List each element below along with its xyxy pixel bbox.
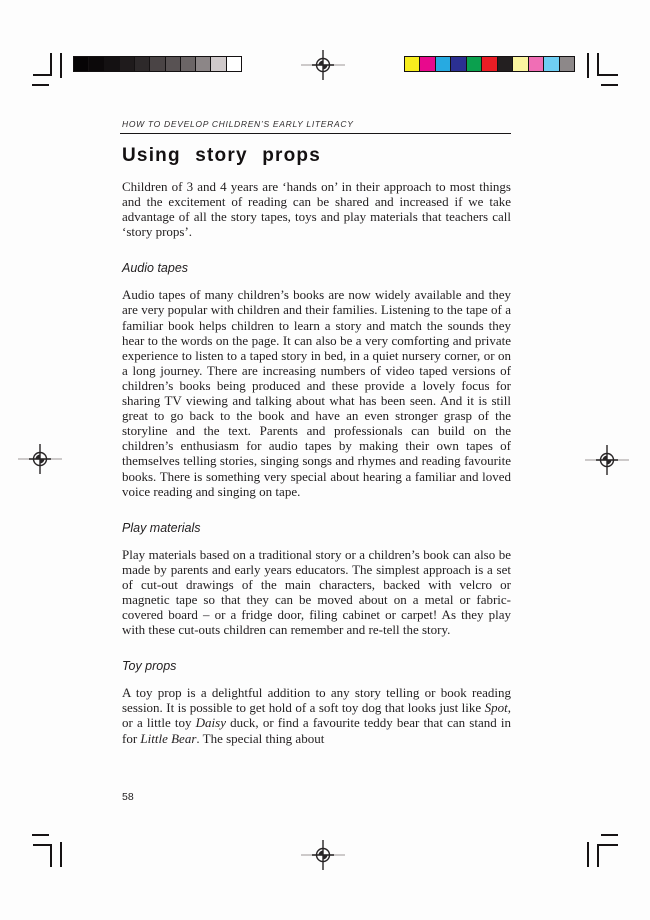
book-title-spot: Spot [484,700,508,716]
crop-mark [601,84,618,86]
registration-target-icon [301,47,345,83]
color-swatch [105,57,119,71]
color-swatch [513,57,527,71]
book-title-daisy: Daisy [195,715,226,731]
crop-mark [32,84,49,86]
color-swatch [227,57,241,71]
color-swatch [451,57,465,71]
running-head: HOW TO DEVELOP CHILDREN’S EARLY LITERACY [122,119,354,129]
grayscale-calibration-bar [73,56,242,72]
color-swatch [166,57,180,71]
page-title: Using story props [122,145,321,166]
color-swatch [135,57,149,71]
color-swatch [436,57,450,71]
color-calibration-bar [404,56,575,72]
intro-paragraph: Children of 3 and 4 years are ‘hands on’ in their approach to most things and the excitement of reading can be shared and increased if we take advantage of all the story tapes, toys and play materials that teachers call ‘story props’. [122,179,511,240]
audio-tapes-paragraph: Audio tapes of many children’s books are now widely available and they are very popular with children and their families. Listening to the tape of a familiar book helps children to learn a story and match the sounds they hear to the words on the page. It can also be a very comforting and private experience to listen to a taped story in bed, in a quiet nursery corner, or on a long journey. There are increasing numbers of video taped versions of children’s books being produced and these provide a lovely focus for sharing TV viewing and talking about what has been seen. And it is still great to go back to the book and have an even stronger grasp of the storyline and the text. Parents and professionals can build on the children’s enthusiasm for audio tapes by making their own tapes of themselves telling stories, singing songs and rhymes and reading favourite books. There is something very special about hearing a familiar and loved voice reading and singing on tape. [122,287,511,499]
page-number: 58 [122,791,134,803]
play-materials-paragraph: Play materials based on a traditional story or a children’s book can also be made by parents and early years educators. The simplest approach is a set of cut-out drawings of the main characters, backed with velcro or magnetic tape so that they can be moved about on a metal or fabric-covered board – or a fridge door, filing cabinet or carpet! As they play with these cut-outs children can remember and re-tell the story. [122,546,511,638]
color-swatch [211,57,225,71]
registration-target-icon [18,441,62,477]
section-heading-audio-tapes: Audio tapes [122,261,189,276]
color-swatch [560,57,574,71]
color-swatch [150,57,164,71]
header-rule [120,133,511,134]
color-swatch [467,57,481,71]
color-swatch [498,57,512,71]
color-swatch [482,57,496,71]
registration-target-icon [585,442,629,478]
crop-mark [60,842,62,867]
crop-mark [33,74,52,76]
text-segment: A toy prop is a delightful addition to any story telling or book reading session. It is possible to get hold of a soft toy dog that looks just like [122,685,511,716]
color-swatch [89,57,103,71]
crop-mark [587,53,589,78]
crop-mark [50,53,52,76]
text-block [122,119,511,746]
crop-mark [599,74,618,76]
text-segment: , or a little toy [122,700,511,731]
crop-mark [33,844,52,846]
color-swatch [420,57,434,71]
crop-mark [32,834,49,836]
toy-props-paragraph [122,685,511,745]
crop-mark [60,53,62,78]
section-heading-play-materials: Play materials [122,520,201,535]
color-swatch [196,57,210,71]
text-segment: duck, or find a favourite teddy bear that can stand in for [122,715,511,746]
crop-mark [597,53,599,76]
color-swatch [405,57,419,71]
crop-mark [601,834,618,836]
crop-mark [597,844,599,867]
registration-target-icon [301,837,345,873]
crop-mark [50,844,52,867]
section-heading-toy-props: Toy props [122,659,177,674]
book-title-little-bear: Little Bear [140,730,197,746]
color-swatch [181,57,195,71]
color-swatch [544,57,558,71]
color-swatch [74,57,88,71]
color-swatch [120,57,134,71]
text-segment: . The special thing about [196,730,325,746]
color-swatch [529,57,543,71]
crop-mark [587,842,589,867]
crop-mark [599,844,618,846]
